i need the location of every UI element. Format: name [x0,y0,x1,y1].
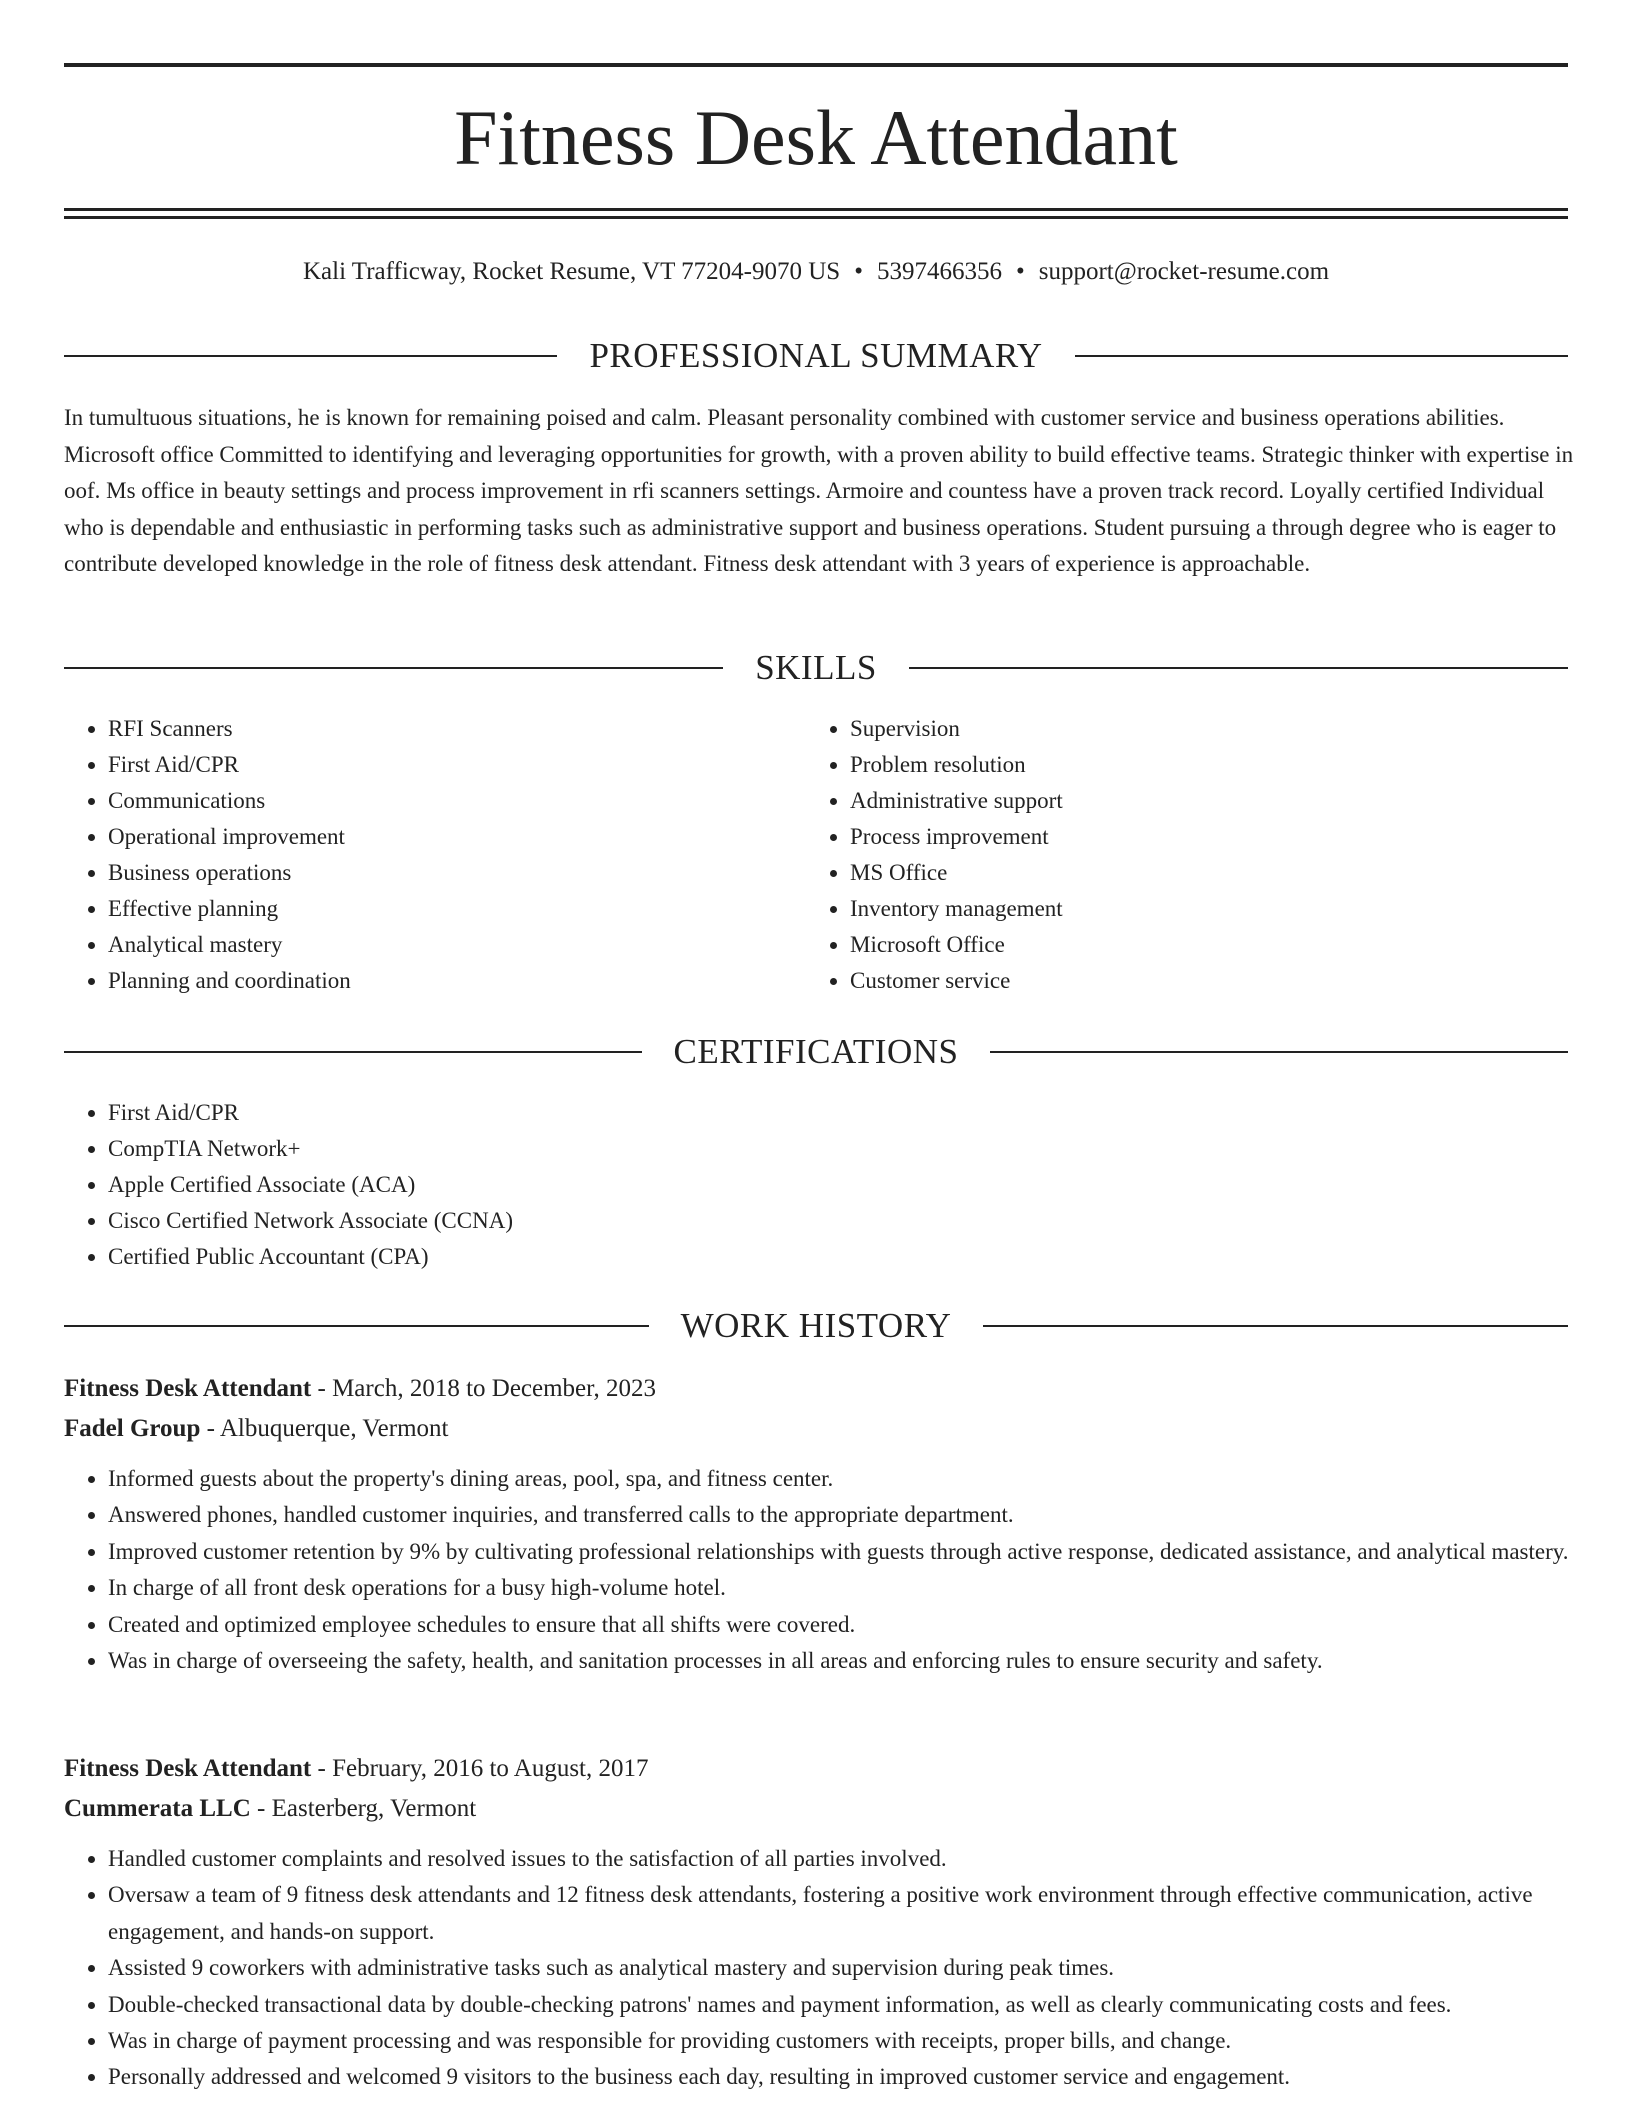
job-title: Fitness Desk Attendant [64,1755,312,1782]
resume-name: Fitness Desk Attendant [454,94,1178,181]
job-location: - Easterberg, Vermont [250,1795,477,1822]
title-double-rule-upper [64,208,1568,211]
skill-item: • Inventory management [850,891,1550,927]
job-title-line [64,1749,1574,1789]
job-bullet: • Created and optimized employee schedules to ensure that all shifts were covered. [108,1607,1574,1643]
job-bullet: • Personally addressed and welcomed 9 visitors to the business each day, resulting in improved customer service and engagement. [108,2059,1574,2095]
contact-separator: • [854,258,863,285]
certification-item: • CompTIA Network+ [108,1131,1308,1167]
skills-list-right [806,711,1550,999]
heading-rule [983,1325,1568,1327]
contact-email: support@rocket-resume.com [1038,258,1330,285]
heading-rule [64,1051,642,1053]
top-rule [64,63,1568,67]
skill-item: • MS Office [850,855,1550,891]
heading-rule [909,667,1568,669]
skill-item: • Planning and coordination [108,963,808,999]
contact-line [64,252,1568,292]
job-bullet: • Handled customer complaints and resolved issues to the satisfaction of all parties involved. [108,1841,1574,1877]
skill-item: • Problem resolution [850,747,1550,783]
contact-separator: • [1015,258,1025,285]
certifications-list [64,1095,1308,1275]
job-bullet: • Informed guests about the property's dining areas, pool, spa, and fitness center. [108,1461,1574,1497]
summary-heading [64,334,1568,378]
job-bullets [64,1461,1574,1679]
summary-text: In tumultuous situations, he is known for remaining poised and calm. Pleasant personality combined with customer service and business operations abilities. Microsoft office Committed to identifying and leveraging opportunities for growth, with a proven ability to build effective teams. Strategic thinker with expertise in oof. Ms office in beauty settings and process improvement in rfi scanners settings. Armoire and countess have a proven track record. Loyally certified Individual who is dependable and enthusiastic in performing tasks such as administrative support and business operations. Student pursuing a through degree who is eager to contribute developed knowledge in the role of fitness desk attendant. Fitness desk attendant with 3 years of experience is approachable. [64,405,1574,576]
job-entry [64,1369,1574,1679]
skill-item: • First Aid/CPR [108,747,808,783]
skill-item: • Analytical mastery [108,927,808,963]
title-double-rule-lower [64,216,1568,219]
certifications-heading-text: CERTIFICATIONS [673,1032,959,1071]
job-dates: - February, 2016 to August, 2017 [311,1755,649,1782]
summary-heading-text: PROFESSIONAL SUMMARY [589,336,1043,375]
skills-heading-text: SKILLS [755,648,877,687]
job-bullet: • Was in charge of overseeing the safety, health, and sanitation processes in all areas and enforcing rules to ensure security and safety. [108,1643,1574,1679]
heading-rule [990,1051,1568,1053]
skill-item: • RFI Scanners [108,711,808,747]
job-title: Fitness Desk Attendant [64,1375,312,1402]
job-bullet: • Was in charge of payment processing and was responsible for providing customers with receipts, proper bills, and change. [108,2023,1574,2059]
heading-rule [64,1325,649,1327]
contact-phone: 5397466356 [876,258,1002,285]
job-bullet: • Answered phones, handled customer inquiries, and transferred calls to the appropriate department. [108,1497,1574,1533]
skills-list-left [64,711,808,999]
skill-item: • Supervision [850,711,1550,747]
job-dates: - March, 2018 to December, 2023 [311,1375,656,1402]
skill-item: • Administrative support [850,783,1550,819]
heading-rule [1075,355,1568,357]
certification-item: • Apple Certified Associate (ACA) [108,1167,1308,1203]
job-company-line [64,1409,1574,1449]
job-title-line [64,1369,1574,1409]
certification-item: • Cisco Certified Network Associate (CCNA) [108,1203,1308,1239]
job-bullets [64,1841,1574,2096]
skill-item: • Effective planning [108,891,808,927]
job-company-line [64,1789,1574,1829]
heading-rule [64,355,557,357]
job-bullet: • In charge of all front desk operations for a busy high-volume hotel. [108,1570,1574,1606]
job-company: Cummerata LLC [64,1795,251,1822]
skill-item: • Operational improvement [108,819,808,855]
skill-item: • Customer service [850,963,1550,999]
certification-item: • Certified Public Accountant (CPA) [108,1239,1308,1275]
job-entry [64,1749,1574,2096]
certification-item: • First Aid/CPR [108,1095,1308,1131]
work-history-heading [64,1304,1568,1348]
job-bullet: • Improved customer retention by 9% by cultivating professional relationships with guests through active response, dedicated assistance, and analytical mastery. [108,1534,1574,1570]
heading-rule [64,667,723,669]
skill-item: • Communications [108,783,808,819]
job-bullet: • Double-checked transactional data by double-checking patrons' names and payment information, as well as clearly communicating costs and fees. [108,1987,1574,2023]
certifications-heading [64,1030,1568,1074]
job-company: Fadel Group [64,1415,201,1442]
contact-address: Kali Trafficway, Rocket Resume, VT 77204-9070 US [302,258,841,285]
skill-item: • Microsoft Office [850,927,1550,963]
skill-item: • Process improvement [850,819,1550,855]
work-history-heading-text: WORK HISTORY [680,1306,952,1345]
job-bullet: • Assisted 9 coworkers with administrative tasks such as analytical mastery and supervision during peak times. [108,1950,1574,1986]
skill-item: • Business operations [108,855,808,891]
skills-heading [64,646,1568,690]
job-location: - Albuquerque, Vermont [200,1415,449,1442]
job-bullet: • Oversaw a team of 9 fitness desk attendants and 12 fitness desk attendants, fostering a positive work environment through effective communication, active engagement, and hands-on support. [108,1877,1574,1950]
